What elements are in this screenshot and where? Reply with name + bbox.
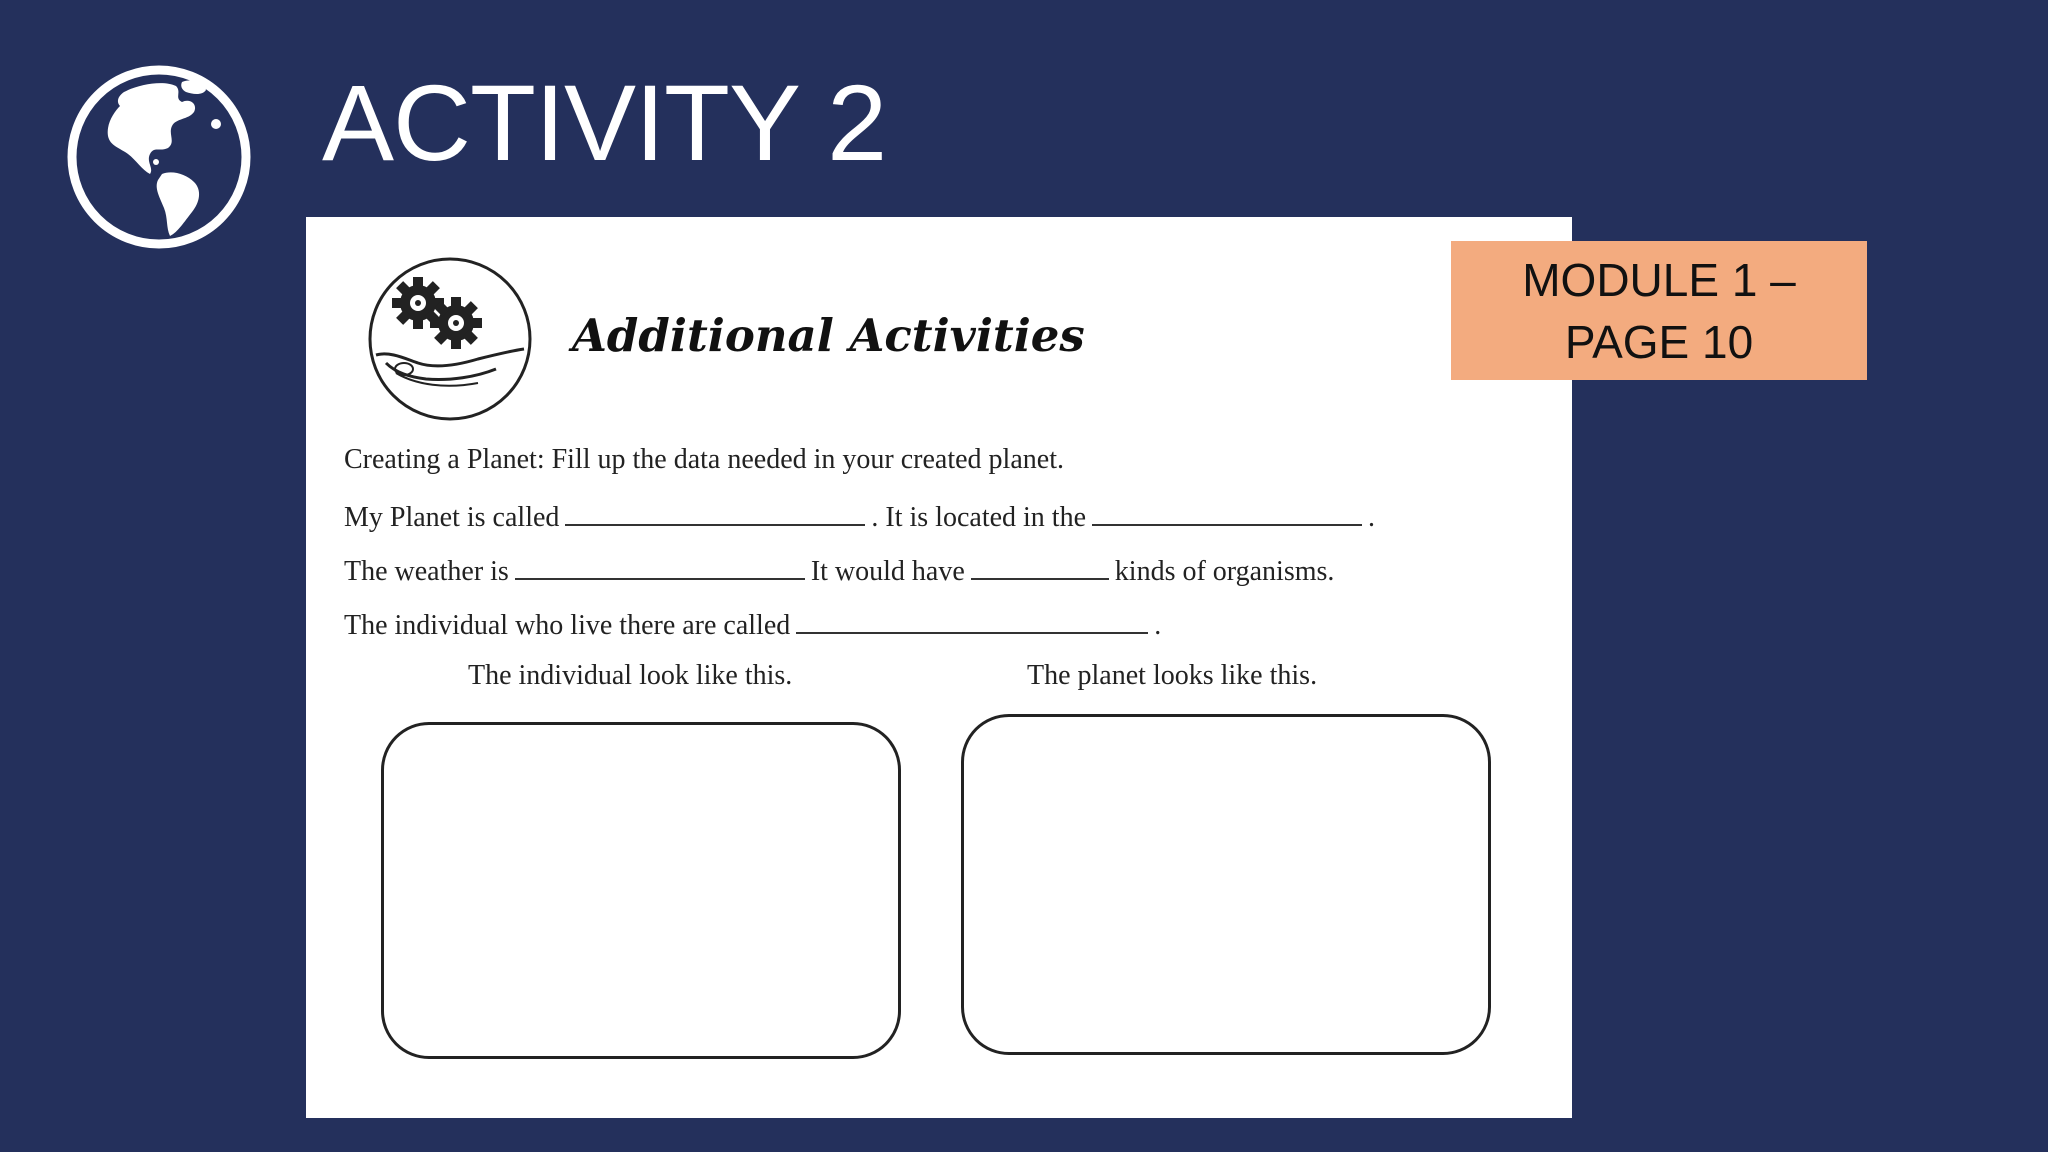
line-text: It would have: [810, 556, 965, 587]
globe-icon: [64, 62, 254, 252]
planet-box-label: The planet looks like this.: [1027, 660, 1318, 691]
blank-field-location[interactable]: [1092, 498, 1362, 526]
blank-field-organism-count[interactable]: [971, 552, 1109, 580]
module-page-label: MODULE 1 – PAGE 10: [1522, 253, 1796, 368]
worksheet-line-planet-name: [344, 498, 1375, 534]
blank-field-weather[interactable]: [515, 552, 805, 580]
worksheet-instruction: Creating a Planet: Fill up the data needed in your created planet.: [344, 444, 1064, 475]
gears-in-hand-icon: [366, 255, 534, 423]
line-text: . It is located in the: [871, 502, 1087, 533]
worksheet-line-individuals: [344, 606, 1161, 642]
line-text: kinds of organisms.: [1114, 556, 1335, 587]
planet-drawing-box[interactable]: [961, 714, 1491, 1055]
line-text: The weather is: [344, 556, 509, 587]
blank-field-planet-name[interactable]: [565, 498, 865, 526]
worksheet-panel: [306, 217, 1572, 1118]
blank-field-individual-name[interactable]: [796, 606, 1148, 634]
worksheet-line-weather: [344, 552, 1334, 588]
individual-box-label: The individual look like this.: [468, 660, 793, 691]
line-text: .: [1154, 610, 1162, 641]
line-text: The individual who live there are called: [344, 610, 791, 641]
line-text: .: [1368, 502, 1376, 533]
slide-title: ACTIVITY 2: [322, 62, 887, 183]
line-text: My Planet is called: [344, 502, 560, 533]
individual-drawing-box[interactable]: [381, 722, 901, 1059]
worksheet-heading: Additional Activities: [572, 309, 1085, 362]
module-page-badge: [1451, 241, 1867, 380]
